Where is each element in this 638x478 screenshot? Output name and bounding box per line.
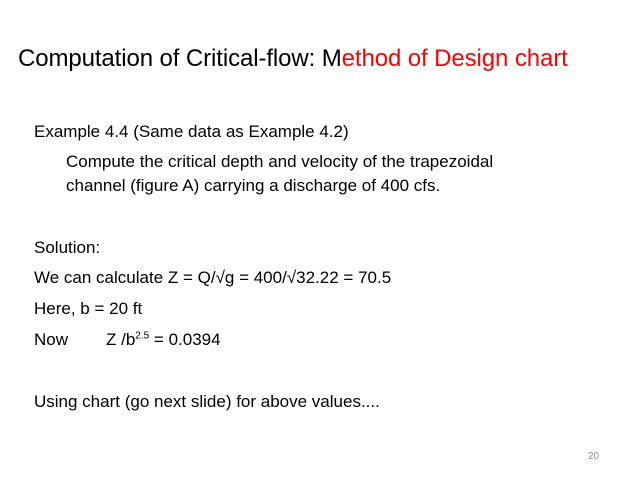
- ratio-line: [34, 329, 221, 351]
- section-factor-calculation: We can calculate Z = Q/√g = 400/√32.22 = 70.5: [34, 268, 392, 287]
- slide-title-accent: ethod of Design chart: [341, 45, 568, 72]
- problem-statement-line-2: channel (figure A) carrying a discharge of 400 cfs.: [66, 176, 441, 195]
- problem-statement-line-1: Compute the critical depth and velocity of the trapezoidal: [66, 152, 494, 171]
- ratio-value: = 0.0394: [149, 330, 221, 349]
- now-label: Now: [34, 330, 69, 349]
- example-heading: Example 4.4 (Same data as Example 4.2): [34, 122, 349, 141]
- solution-label: Solution:: [34, 238, 101, 257]
- ratio-prefix: Z /b: [106, 330, 136, 349]
- page-number: 20: [588, 451, 600, 462]
- bottom-width-line: Here, b = 20 ft: [34, 299, 143, 318]
- slide-title-main: Computation of Critical-flow: M: [18, 45, 342, 72]
- ratio-exponent: 2.5: [135, 330, 150, 342]
- slide-title: [18, 44, 568, 74]
- chart-instruction: Using chart (go next slide) for above values....: [34, 392, 380, 411]
